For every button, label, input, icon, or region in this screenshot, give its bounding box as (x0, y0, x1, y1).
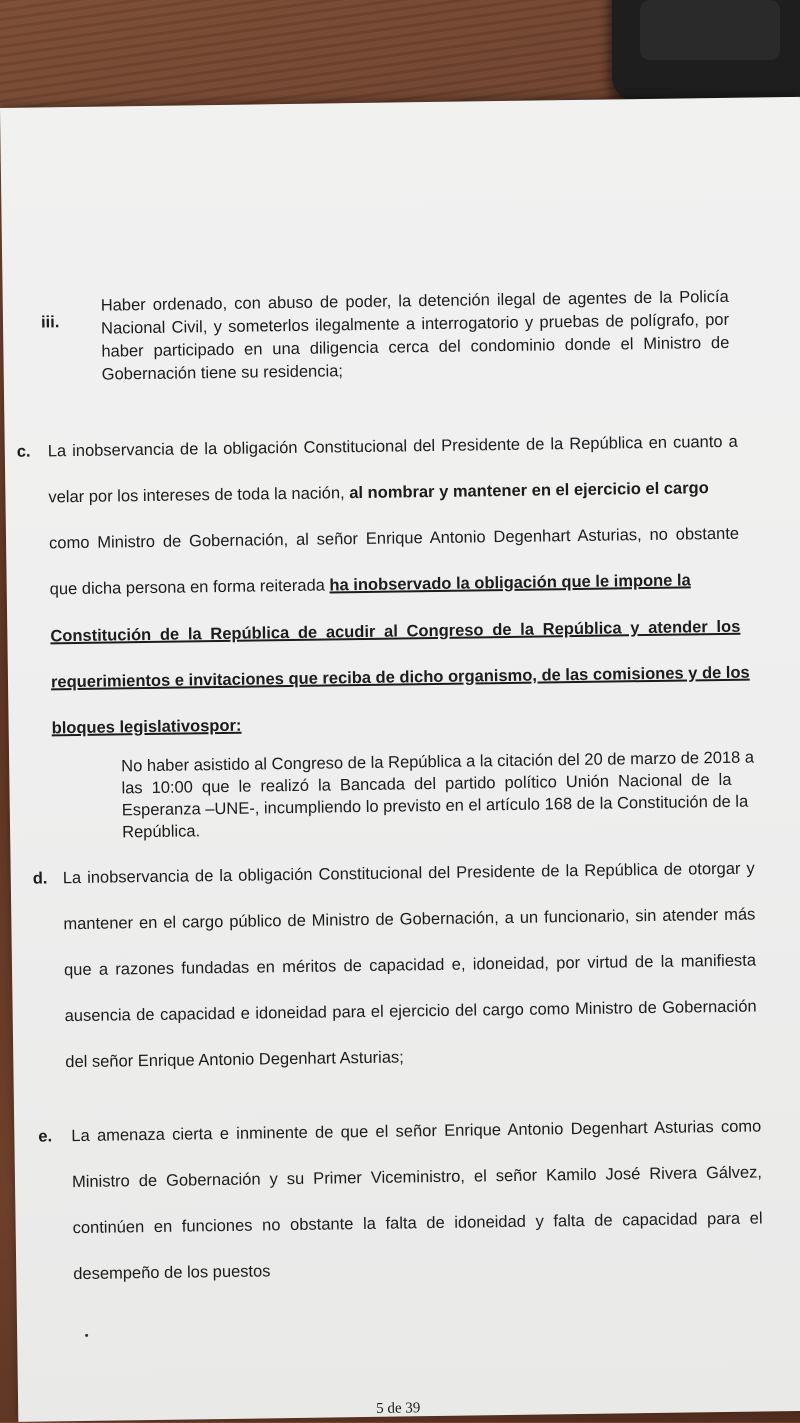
item-c-sub-line-1: No haber asistido al Congreso de la República a la citación del 20 de marzo de 2018 a (121, 748, 755, 776)
item-c-sub-line-4: República. (121, 822, 201, 842)
item-c-line-1: La inobservancia de la obligación Constitucional del Presidente de la República en cuanto a (47, 432, 738, 461)
item-c-line-6: requerimientos e invitaciones que reciba de dicho organismo, de las comisiones y de los (50, 663, 750, 692)
item-c-line-4-plain: que dicha persona en forma reiterada (49, 576, 326, 599)
page-number: 5 de 39 (376, 1400, 421, 1417)
item-c-line-4 (50, 571, 691, 599)
item-e-line-3: continúen en funciones no obstante la falta de idoneidad y falta de capacidad para el (72, 1209, 763, 1238)
item-c-line-2 (48, 479, 709, 507)
item-d-line-2: mantener en el cargo público de Ministro de Gobernación, a un funcionario, sin atender más (63, 905, 756, 934)
item-c-line-5: Constitución de la República de acudir al Congreso de la República y atender los (50, 617, 741, 646)
item-iii-line-2: Nacional Civil, y someterlos ilegalmente a interrogatorio y pruebas de polígrafo, por (100, 310, 730, 338)
item-e-line-4: desempeño de los puestos (73, 1262, 271, 1284)
item-iii-line-4: Gobernación tiene su residencia; (101, 362, 344, 384)
stray-dot (85, 1334, 88, 1337)
item-c-line-4-bold-underlined: ha inobservado la obligación que le impone la (329, 571, 691, 595)
item-c-sub-line-2: las 10:00 que le realizó la Bancada del partido político Unión Nacional de la (121, 770, 732, 798)
item-c-line-2-bold: al nombrar y mantener en el ejercicio el cargo (349, 479, 709, 503)
item-d-line-4: ausencia de capacidad e idoneidad para el ejercicio del cargo como Ministro de Gobernación (64, 997, 757, 1026)
item-c-label: c. (16, 442, 31, 461)
item-c-line-3: como Ministro de Gobernación, al señor Enrique Antonio Degenhart Asturias, no obstante (48, 524, 740, 553)
document-page (0, 97, 800, 1422)
device-corner (612, 0, 800, 102)
item-iii-line-1: Haber ordenado, con abuso de poder, la detención ilegal de agentes de la Policía (100, 287, 729, 315)
item-e-line-2: Ministro de Gobernación y su Primer Viceministro, el señor Kamilo José Rivera Gálvez, (71, 1163, 763, 1192)
item-c-line-7: bloques legislativospor: (51, 716, 242, 738)
item-d-line-1: La inobservancia de la obligación Constitucional del Presidente de la República de otorgar y (62, 859, 755, 888)
item-iii-label: iii. (40, 313, 60, 332)
item-e-label: e. (38, 1127, 53, 1146)
item-c-line-2-plain: velar por los intereses de toda la nación, (48, 484, 345, 507)
item-d-line-3: que a razones fundadas en méritos de capacidad e, idoneidad, por virtud de la manifiesta (63, 951, 757, 980)
item-d-label: d. (32, 869, 48, 888)
item-iii-line-3: haber participado en una diligencia cerca del condominio donde el Ministro de (101, 333, 730, 361)
item-d-line-5: del señor Enrique Antonio Degenhart Asturias; (65, 1048, 404, 1072)
item-c-sub-line-3: Esperanza –UNE-, incumpliendo lo previsto en el artículo 168 de la Constitución de la (121, 792, 749, 820)
item-e-line-1: La amenaza cierta e inminente de que el señor Enrique Antonio Degenhart Asturias como (71, 1117, 762, 1146)
